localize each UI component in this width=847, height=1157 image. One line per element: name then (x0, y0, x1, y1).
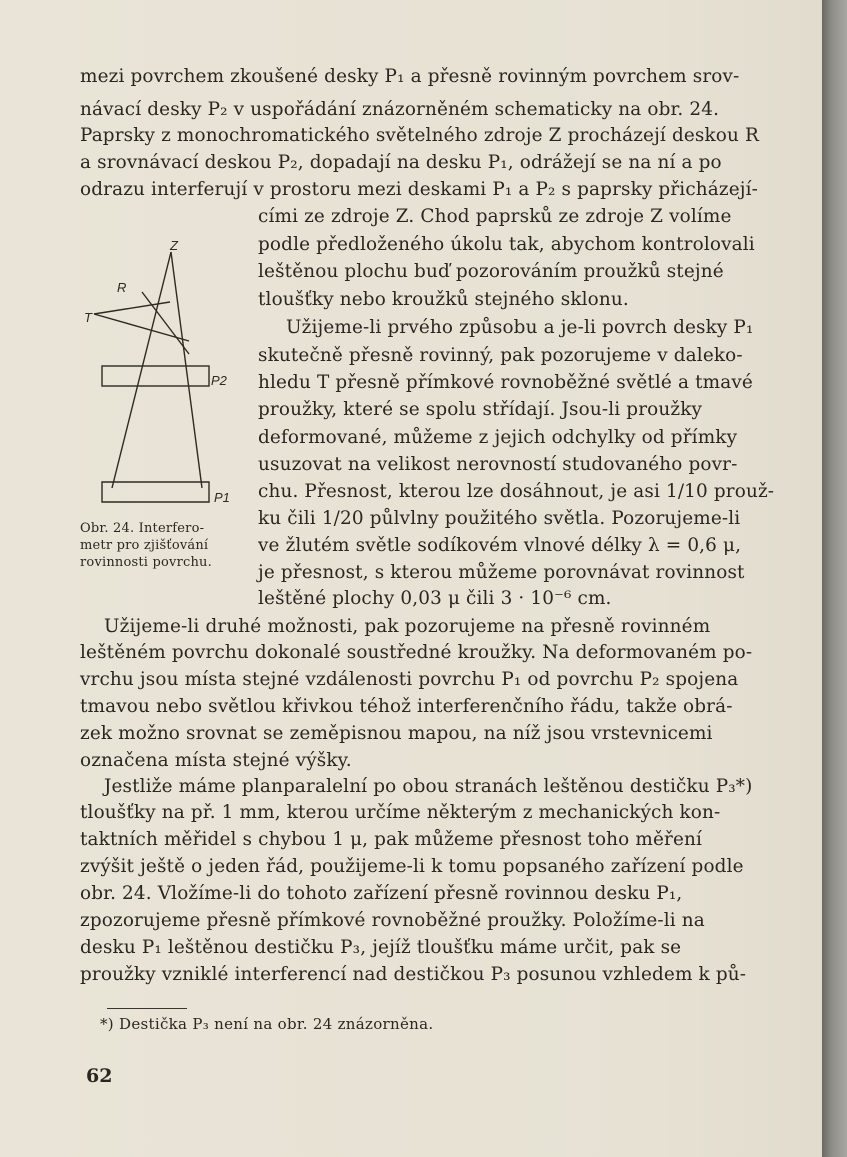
text-line: hledu T přesně přímkové rovnoběžné světlé a tmavé (258, 372, 753, 393)
footnote: *) Destička P₃ není na obr. 24 znázorněna. (100, 1015, 434, 1033)
text-line: odrazu interferují v prostoru mezi deskami P₁ a P₂ s paprsky přicházejí- (80, 179, 759, 200)
text-line: je přesnost, s kterou můžeme porovnávat rovinnost (258, 562, 745, 583)
text-line: ku čili 1/20 půlvlny použitého světla. Pozorujeme-li (258, 508, 741, 529)
text-line: tmavou nebo světlou křivkou téhož interferenčního řádu, takže obrá- (80, 696, 733, 717)
text-line: ve žlutém světle sodíkovém vlnové délky λ = 0,6 μ, (258, 535, 742, 556)
plate-p1 (102, 482, 209, 502)
text-line: proužky vzniklé interferencí nad destičkou P₃ posunou vzhledem k pů- (80, 964, 747, 985)
text-line: skutečně přesně rovinný, pak pozorujeme v daleko- (258, 345, 743, 366)
text-line: mezi povrchem zkoušené desky P₁ a přesně rovinným povrchem srov- (80, 66, 740, 87)
text-line: a srovnávací deskou P₂, dopadají na desku P₁, odrážejí se na ní a po (80, 152, 722, 173)
text-line: tloušťky na př. 1 mm, kterou určíme některým z mechanických kon- (80, 802, 721, 823)
page-number: 62 (86, 1065, 113, 1087)
figure-caption-line: rovinnosti povrchu. (80, 555, 212, 570)
figure-caption-line: metr pro zjišťování (80, 538, 209, 553)
label-p2: P2 (211, 373, 227, 388)
text-line: tloušťky nebo kroužků stejného sklonu. (258, 289, 629, 310)
text-line: návací desky P₂ v uspořádání znázorněném schematicky na obr. 24. (80, 99, 720, 120)
text-line: podle předloženého úkolu tak, abychom kontrolovali (258, 234, 755, 255)
label-r: R (117, 280, 127, 295)
ray-line (171, 252, 202, 488)
text-line: Paprsky z monochromatického světelného zdroje Z procházejí deskou R (80, 125, 760, 146)
label-p1: P1 (214, 490, 230, 505)
figure-caption-line: Obr. 24. Interfero- (80, 521, 205, 536)
label-t: T (84, 310, 92, 325)
text-line: desku P₁ leštěnou destičku P₃, jejíž tloušťku máme určit, pak se (80, 937, 682, 958)
text-line: Užijeme-li prvého způsobu a je-li povrch desky P₁ (286, 317, 754, 338)
text-line: zpozorujeme přesně přímkové rovnoběžné proužky. Položíme-li na (80, 910, 705, 931)
interferometer-diagram (82, 232, 242, 522)
text-line: Jestliže máme planparalelní po obou stranách leštěnou destičku P₃*) (104, 776, 753, 797)
text-line: zvýšit ještě o jeden řád, použijeme-li k tomu popsaného zařízení podle (80, 856, 744, 877)
text-line: cími ze zdroje Z. Chod paprsků ze zdroje Z volíme (258, 206, 732, 227)
book-spine-edge (822, 0, 847, 1157)
text-line: chu. Přesnost, kterou lze dosáhnout, je asi 1/10 prouž- (258, 481, 775, 502)
plate-p2 (102, 366, 209, 386)
text-line: zek možno srovnat se zeměpisnou mapou, na níž jsou vrstevnicemi (80, 723, 713, 744)
footnote-rule (107, 1008, 187, 1009)
ray-line (94, 314, 189, 341)
text-line: deformované, můžeme z jejich odchylky od přímky (258, 427, 738, 448)
text-line: leštěném povrchu dokonalé soustředné kroužky. Na deformovaném po- (80, 642, 753, 663)
text-line: obr. 24. Vložíme-li do tohoto zařízení přesně rovinnou desku P₁, (80, 883, 683, 904)
ray-line (142, 292, 189, 354)
text-line: leštěné plochy 0,03 μ čili 3 · 10⁻⁶ cm. (258, 588, 612, 609)
ray-line (94, 302, 170, 314)
label-z: Z (170, 238, 178, 253)
text-line: usuzovat na velikost nerovností studovaného povr- (258, 454, 738, 475)
text-line: taktních měřidel s chybou 1 μ, pak můžeme přesnost toho měření (80, 829, 703, 850)
text-line: proužky, které se spolu střídají. Jsou-li proužky (258, 399, 703, 420)
text-line: Užijeme-li druhé možnosti, pak pozorujeme na přesně rovinném (104, 616, 711, 637)
text-line: označena místa stejné výšky. (80, 750, 352, 771)
text-line: vrchu jsou místa stejné vzdálenosti povrchu P₁ od povrchu P₂ spojena (80, 669, 739, 690)
text-line: leštěnou plochu buď pozorováním proužků stejné (258, 261, 724, 282)
